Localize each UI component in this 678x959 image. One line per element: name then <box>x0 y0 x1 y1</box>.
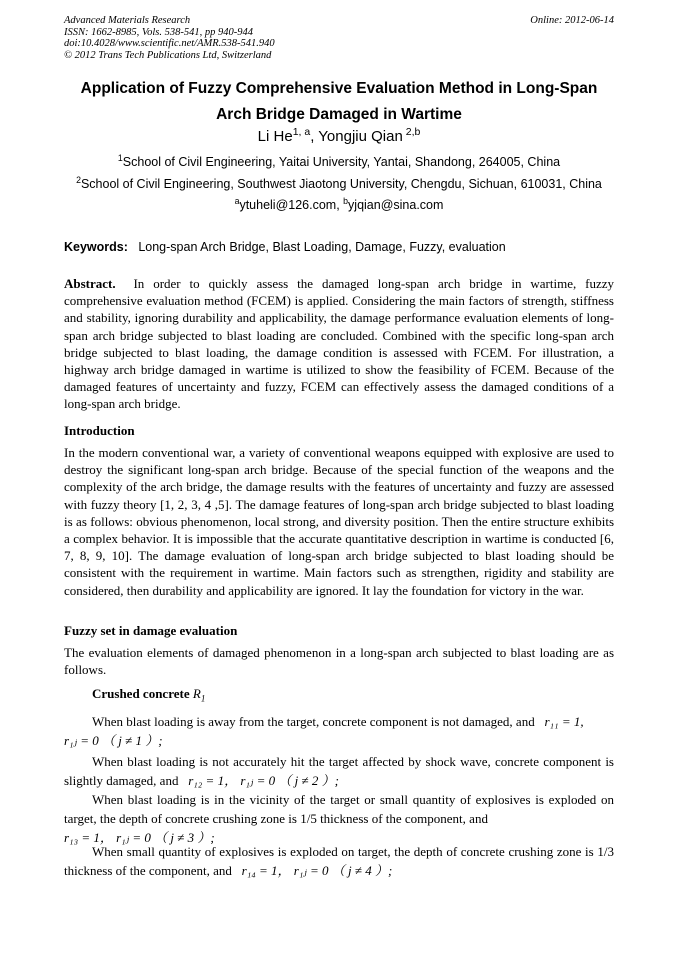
para-4 <box>64 842 614 880</box>
abstract-text: In order to quickly assess the damaged long-span arch bridge in wartime, fuzzy comprehensive evaluation method (FCEM) is applied. Considering the main factors of strength, stiffness and stability, ignoring durability and applicability, the damage performance evaluation elements of long-span arch bridge subjected to blast loading are concluded. Combined with the specific long-span arch bridge subjected to blast loading, the damage condition is assessed with FCEM. For illustration, a highway arch bridge damaged in wartime is utilized to show the feasibility of FCEM. Because of the damaged features of uncertainty and fuzzy, FCEM can effectively assess the damaged conditions of a long-span arch bridge. <box>64 276 615 412</box>
para-1-text: When blast loading is away from the target, concrete component is not damaged, and <box>92 714 535 729</box>
para-4-eq: r₁₄ = 1， r₁ⱼ = 0 （ j ≠ 4 ）; <box>241 863 393 878</box>
para-1-eq-1: r₁₁ = 1, <box>544 714 584 729</box>
title-line-2: Arch Bridge Damaged in Wartime <box>216 106 462 123</box>
email-b: yjqian@sina.com <box>348 198 444 212</box>
affiliation-2-text: School of Civil Engineering, Southwest Jiaotong University, Chengdu, Sichuan, 610031, China <box>80 177 602 191</box>
journal-name: Advanced Materials Research <box>64 15 191 26</box>
keywords-text: Long-span Arch Bridge, Blast Loading, Damage, Fuzzy, evaluation <box>138 240 506 254</box>
fuzzy-heading: Fuzzy set in damage evaluation <box>64 623 238 638</box>
issn: ISSN: 1662-8985, Vols. 538-541, pp 940-944 <box>64 26 253 38</box>
symbol-r: R <box>192 686 201 701</box>
intro-text: In the modern conventional war, a variety of conventional weapons equipped with explosive are used to destroy the significant long-span arch bridge. Because of the special function of the weapons and the complexity of the arch bridge, the damage results with the features of uncertainty and fuzzy are assessed with fuzzy theory [1, 2, 3, 4 ,5]. The damage features of long-span arch bridge subjected to blast loading is as follows: obvious phenomenon, local strong, and diversity position. Then the entire structure exhibits a complex behavior. It is impossible that the accurate quantitative description in wartime is conducted [6, 7, 8, 9, 10]. The damage evaluation of long-span arch bridge subjected to blast loading should be consistent with the requirement in wartime. Main factors such as strengthen, rigidity and stability are considered, then durability and applicability are ignored. It lay the foundation for victory in the war. <box>64 445 614 598</box>
title-line-1: Application of Fuzzy Comprehensive Evaluation Method in Long-Span <box>80 80 598 97</box>
affiliation-1 <box>64 152 614 169</box>
para-3-eq: r₁₃ = 1， r₁ⱼ = 0 （ j ≠ 3 ）; <box>64 830 215 845</box>
keywords-label: Keywords: <box>64 240 128 254</box>
email-a-sup: a <box>234 195 240 206</box>
para-3-text: When blast loading is in the vicinity of the target or small quantity of explosives is exploded on target, the depth of concrete crushing zone is 1/5 thickness of the component, and <box>64 792 614 826</box>
email-b-sup: b <box>343 195 349 206</box>
para-1-eq-2: r₁ⱼ = 0 （ j ≠ 1 ）; <box>64 733 163 748</box>
para-4-text: When small quantity of explosives is exploded on target, the depth of concrete crushing zone is 1/3 thickness of the component, and <box>64 844 614 878</box>
email-a: ytuheli@126.com, <box>239 198 344 212</box>
emails <box>64 195 614 212</box>
para-2 <box>64 752 614 790</box>
abstract-label: Abstract. <box>64 276 116 291</box>
affiliation-2-sup: 2 <box>76 174 81 185</box>
author-2-sup: 2,b <box>402 126 421 138</box>
affiliation-2 <box>64 174 614 191</box>
author-1-sup: 1, a <box>292 126 311 138</box>
affiliation-1-text: School of Civil Engineering, Yaitai University, Yantai, Shandong, 264005, China <box>122 155 561 169</box>
affiliation-1-sup: 1 <box>117 152 123 163</box>
para-2-eq: r₁₂ = 1， r₁ⱼ = 0 （ j ≠ 2 ）; <box>188 773 339 788</box>
copyright: © 2012 Trans Tech Publications Ltd, Switzerland <box>64 49 272 61</box>
para-1 <box>64 712 614 750</box>
para-3 <box>64 790 614 847</box>
doi: doi:10.4028/www.scientific.net/AMR.538-541.940 <box>64 38 275 49</box>
para-2-text: When blast loading is not accurately hit the target affected by shock wave, concrete component is slightly damaged, and <box>64 754 614 788</box>
symbol-r-index: 1 <box>200 693 206 704</box>
crushed-concrete-heading <box>92 686 205 702</box>
keywords <box>64 240 506 254</box>
authors <box>64 128 614 145</box>
intro-heading: Introduction <box>64 423 135 438</box>
author-1: Li He <box>257 128 293 145</box>
crushed-concrete-label: Crushed concrete <box>92 686 190 701</box>
online-date: Online: 2012-06-14 <box>530 15 614 26</box>
journal-header <box>64 15 275 61</box>
abstract <box>64 275 614 413</box>
symbol-r1 <box>192 686 206 704</box>
author-separator: , <box>310 128 319 145</box>
author-2: Yongjiu Qian <box>318 128 403 145</box>
fuzzy-intro: The evaluation elements of damaged phenomenon in a long-span arch subjected to blast loading are as follows. <box>64 645 614 678</box>
